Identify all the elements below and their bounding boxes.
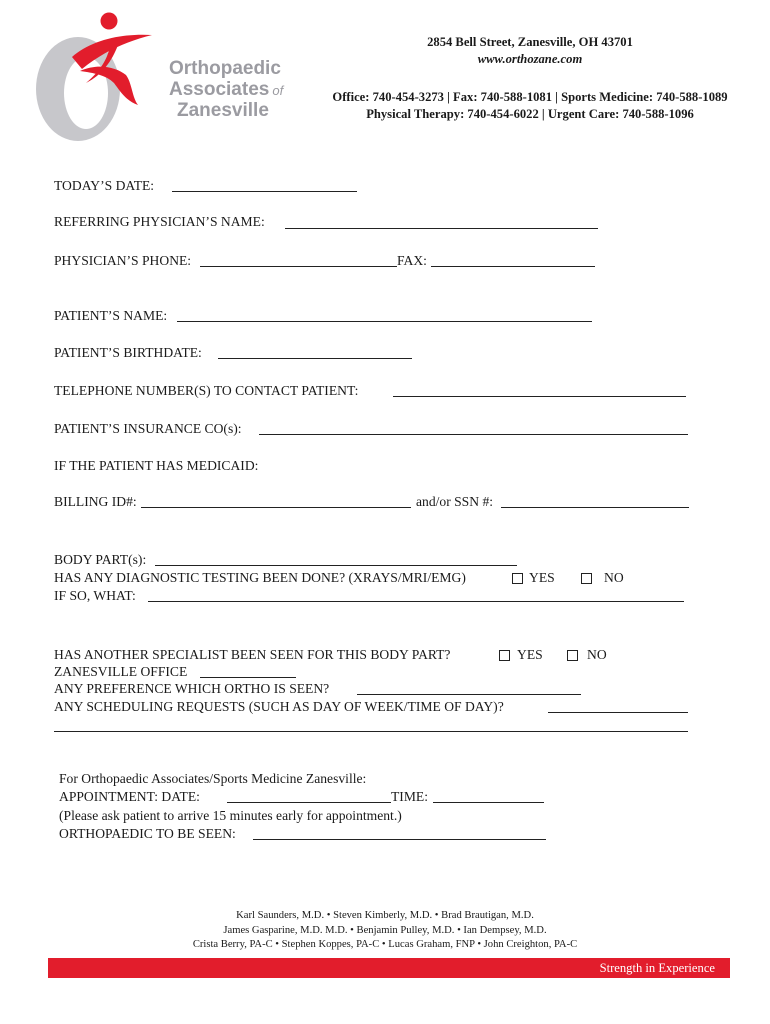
logo-of: of	[272, 83, 284, 98]
if-so-what-label: IF SO, WHAT:	[54, 588, 136, 603]
ssn-field[interactable]	[501, 507, 689, 508]
body-parts-label: BODY PART(s):	[54, 552, 147, 567]
patient-birthdate-label: PATIENT’S BIRTHDATE:	[54, 345, 202, 360]
ortho-preference-label: ANY PREFERENCE WHICH ORTHO IS SEEN?	[54, 681, 330, 696]
scheduling-requests-field-2[interactable]	[54, 731, 688, 732]
logo	[20, 5, 284, 145]
zanesville-office-label: ZANESVILLE OFFICE	[54, 664, 188, 679]
specialist-yes-checkbox[interactable]	[499, 650, 510, 661]
zanesville-office-field[interactable]	[200, 677, 296, 678]
patient-name-label: PATIENT’S NAME:	[54, 308, 168, 323]
address: 2854 Bell Street, Zanesville, OH 43701	[427, 35, 633, 49]
physicians-line2: James Gasparine, M.D. M.D. • Benjamin Pulley, M.D. • Ian Dempsey, M.D.	[223, 925, 547, 936]
physicians-line1: Karl Saunders, M.D. • Steven Kimberly, M.D. • Brad Brautigan, M.D.	[236, 910, 534, 921]
todays-date-label: TODAY’S DATE:	[54, 178, 155, 193]
medicaid-label: IF THE PATIENT HAS MEDICAID:	[54, 458, 259, 473]
diagnostic-no-label: NO	[604, 570, 624, 585]
referring-physician-field[interactable]	[285, 228, 598, 229]
logo-line2	[169, 80, 283, 101]
telephone-numbers-label: TELEPHONE NUMBER(S) TO CONTACT PATIENT:	[54, 383, 359, 398]
diagnostic-no-checkbox[interactable]	[581, 573, 592, 584]
scheduling-requests-field[interactable]	[548, 712, 688, 713]
telephone-numbers-field[interactable]	[393, 396, 686, 397]
logo-line1: Orthopaedic	[169, 58, 281, 79]
if-so-what-field[interactable]	[148, 601, 684, 602]
specialist-question: HAS ANOTHER SPECIALIST BEEN SEEN FOR THIS BODY PART?	[54, 647, 451, 662]
tagline: Strength in Experience	[599, 961, 715, 975]
physicians-line3: Crista Berry, PA-C • Stephen Koppes, PA-C • Lucas Graham, FNP • John Creighton, PA-C	[192, 939, 578, 950]
todays-date-field[interactable]	[172, 191, 357, 192]
fax-field[interactable]	[431, 266, 595, 267]
diagnostic-question: HAS ANY DIAGNOSTIC TESTING BEEN DONE? (XRAYS/MRI/EMG)	[54, 570, 466, 585]
logo-associates: Associates	[169, 79, 270, 100]
body-parts-field[interactable]	[155, 565, 517, 566]
website-link[interactable]: www.orthozane.com	[477, 52, 583, 66]
diagnostic-yes-checkbox[interactable]	[512, 573, 523, 584]
scheduling-requests-label: ANY SCHEDULING REQUESTS (SUCH AS DAY OF WEEK/TIME OF DAY)?	[54, 699, 504, 714]
office-use-heading: For Orthopaedic Associates/Sports Medicine Zanesville:	[59, 771, 367, 786]
arrive-early-note: (Please ask patient to arrive 15 minutes early for appointment.)	[59, 808, 402, 823]
patient-birthdate-field[interactable]	[218, 358, 412, 359]
insurance-label: PATIENT’S INSURANCE CO(s):	[54, 421, 242, 436]
phone-numbers-line2: Physical Therapy: 740-454-6022 | Urgent Care: 740-588-1096	[366, 107, 694, 121]
appointment-date-field[interactable]	[227, 802, 391, 803]
fax-label: FAX:	[397, 253, 427, 268]
physician-phone-label: PHYSICIAN’S PHONE:	[54, 253, 192, 268]
insurance-field[interactable]	[259, 434, 688, 435]
orthopaedic-seen-label: ORTHOPAEDIC TO BE SEEN:	[59, 826, 236, 841]
patient-name-field[interactable]	[177, 321, 592, 322]
ssn-label: and/or SSN #:	[416, 494, 494, 509]
specialist-no-label: NO	[587, 647, 607, 662]
billing-id-label: BILLING ID#:	[54, 494, 137, 509]
footer-band	[48, 958, 730, 978]
logo-mark-icon	[20, 5, 170, 145]
physician-phone-field[interactable]	[200, 266, 397, 267]
logo-line3: Zanesville	[177, 100, 269, 121]
orthopaedic-seen-field[interactable]	[253, 839, 546, 840]
ortho-preference-field[interactable]	[357, 694, 581, 695]
referring-physician-label: REFERRING PHYSICIAN’S NAME:	[54, 214, 265, 229]
phone-numbers-line1: Office: 740-454-3273 | Fax: 740-588-1081 | Sports Medicine: 740-588-1089	[332, 90, 728, 104]
appointment-date-label: APPOINTMENT: DATE:	[59, 789, 200, 804]
specialist-yes-label: YES	[517, 647, 543, 662]
diagnostic-yes-label: YES	[529, 570, 555, 585]
specialist-no-checkbox[interactable]	[567, 650, 578, 661]
appointment-time-field[interactable]	[433, 802, 544, 803]
billing-id-field[interactable]	[141, 507, 411, 508]
appointment-time-label: TIME:	[391, 789, 428, 804]
